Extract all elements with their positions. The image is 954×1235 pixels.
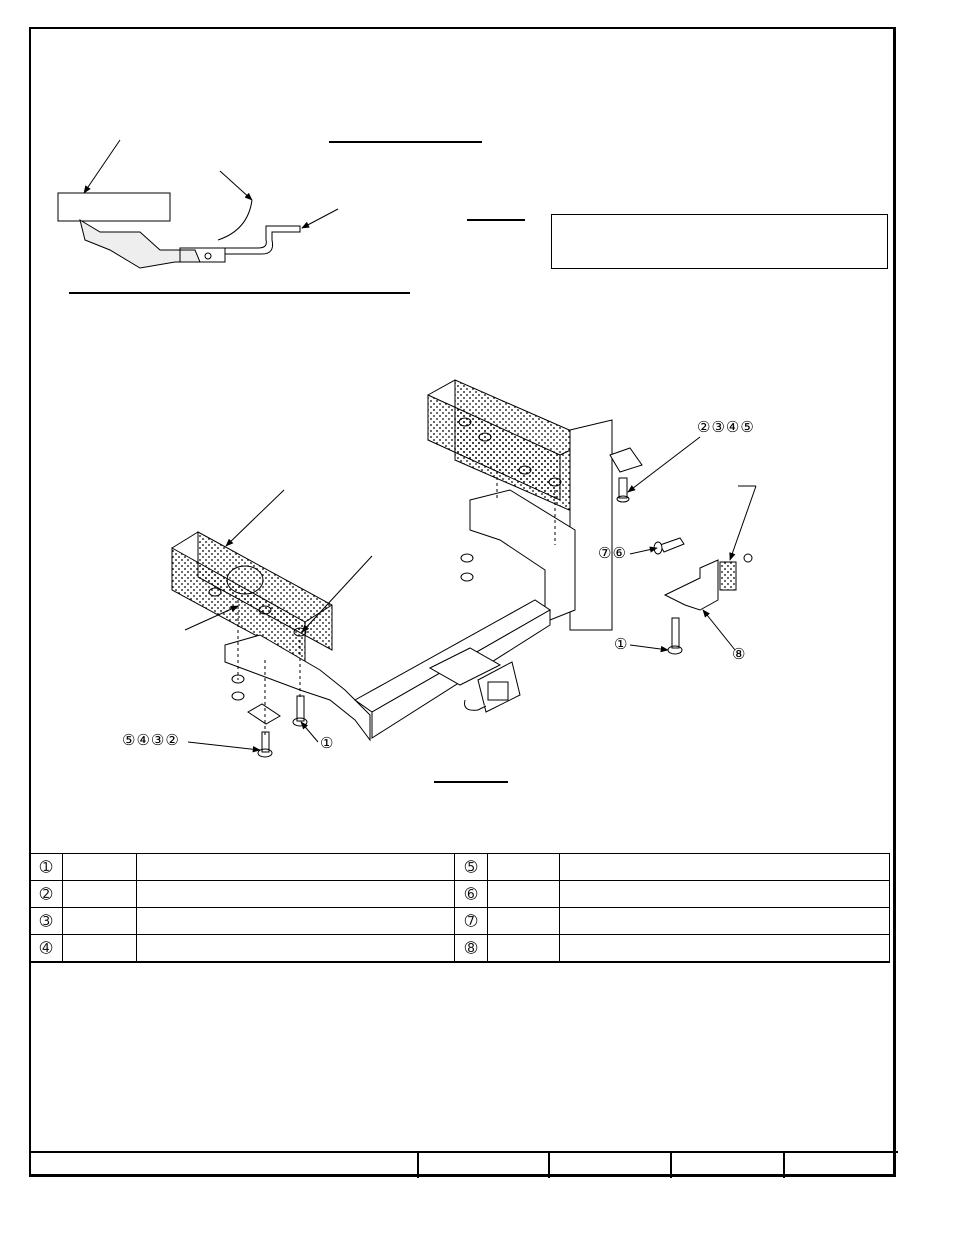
part-description-cell (560, 935, 890, 963)
part-description-cell (137, 935, 455, 963)
callout-left-lower-right: ① (320, 736, 335, 752)
hitch-exploded-view (172, 380, 756, 757)
part-qty-cell (63, 935, 137, 963)
callout-right-lower-right: ⑧ (732, 647, 747, 663)
part-qty-cell (488, 881, 560, 908)
part-number: ➀ (30, 854, 63, 881)
part-description-cell (137, 908, 455, 935)
part-qty-cell (63, 908, 137, 935)
callout-right-upper: ②③④⑤ (697, 420, 755, 436)
part-description-cell (137, 881, 455, 908)
callout-left-lower-left: ⑤④③② (122, 733, 180, 749)
part-number: ➅ (455, 881, 488, 908)
title-block-cell (549, 1152, 671, 1178)
title-block-cell (784, 1152, 898, 1178)
parts-row (30, 935, 890, 963)
parts-row (30, 908, 890, 935)
part-number: ➁ (30, 881, 63, 908)
part-qty-cell (63, 854, 137, 881)
parts-list-table (29, 853, 890, 963)
parts-row (30, 881, 890, 908)
part-number: ➃ (30, 935, 63, 963)
part-description-cell (137, 854, 455, 881)
parts-row (30, 854, 890, 881)
part-description-cell (560, 854, 890, 881)
part-description-cell (560, 881, 890, 908)
title-block (31, 1151, 898, 1178)
part-qty-cell (488, 854, 560, 881)
side-view-sketch (58, 140, 338, 268)
part-qty-cell (63, 881, 137, 908)
title-block-cell (671, 1152, 784, 1178)
callout-right-middle: ⑦⑥ (598, 546, 627, 562)
part-number: ➂ (30, 908, 63, 935)
part-number: ➄ (455, 854, 488, 881)
part-qty-cell (488, 908, 560, 935)
title-block-cell (31, 1152, 418, 1178)
title-block-cell (418, 1152, 549, 1178)
part-number: ➆ (455, 908, 488, 935)
part-qty-cell (488, 935, 560, 963)
part-description-cell (560, 908, 890, 935)
part-number: ➇ (455, 935, 488, 963)
callout-right-lower-left: ① (614, 637, 629, 653)
